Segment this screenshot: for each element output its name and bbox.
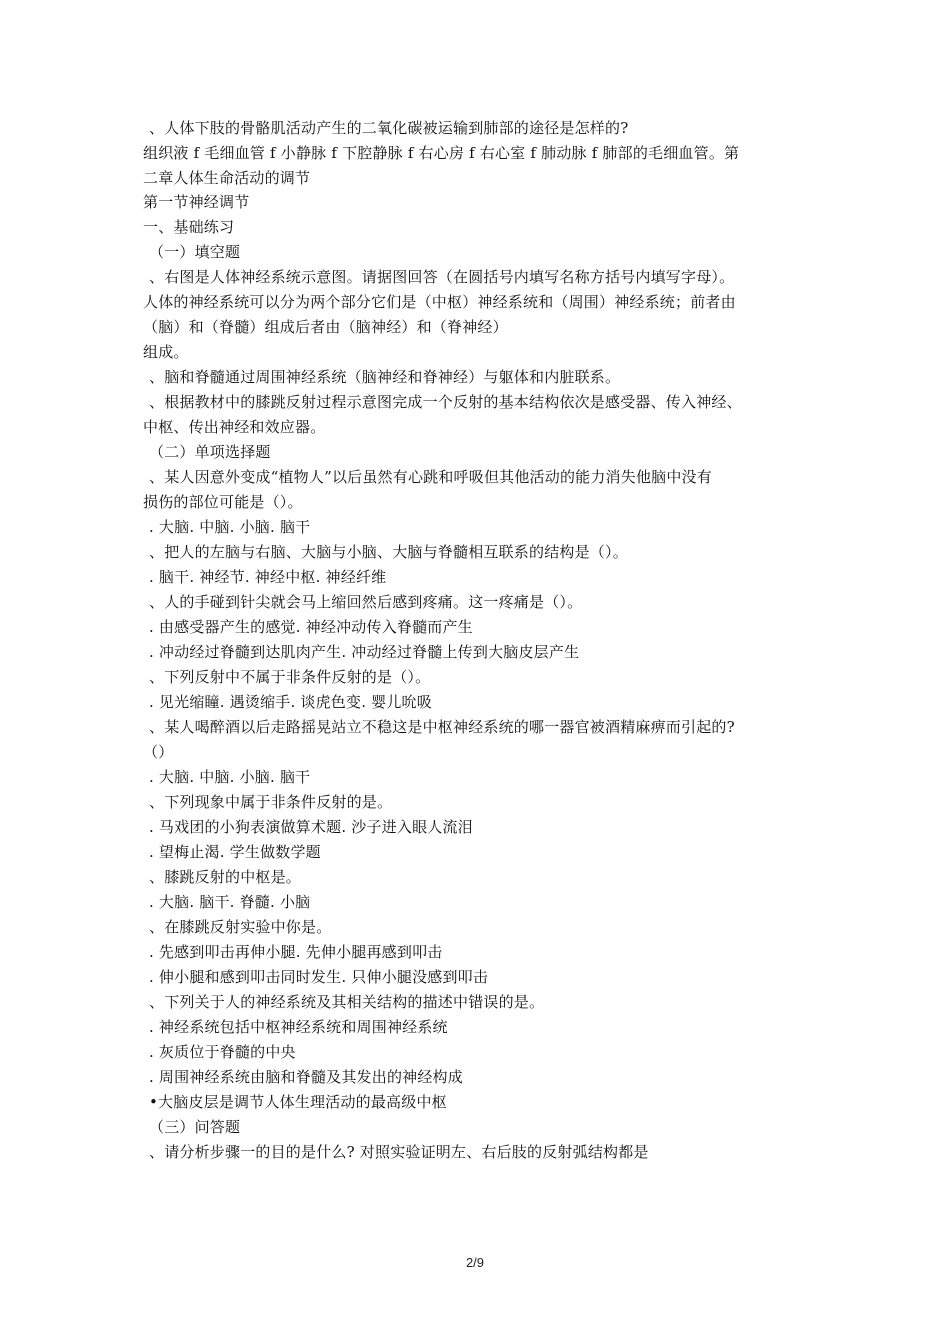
- text-line: 、人体下肢的骨骼肌活动产生的二氧化碳被运输到肺部的途径是怎样的?: [149, 119, 629, 137]
- text-line: . 冲动经过脊髓到达肌肉产生. 冲动经过脊髓上传到大脑皮层产生: [149, 643, 580, 661]
- text-line: 、把人的左脑与右脑、大脑与小脑、大脑与脊髓相互联系的结构是（）。: [149, 543, 628, 561]
- text-line: （二）单项选择题: [149, 443, 271, 461]
- text-line: . 伸小腿和感到叩击同时发生. 只伸小腿没感到叩击: [149, 968, 489, 986]
- text-line: 、某人喝醉酒以后走路摇晃站立不稳这是中枢神经系统的哪一器官被酒精麻痹而引起的?: [149, 718, 735, 736]
- text-line: （三）问答题: [149, 1118, 241, 1136]
- text-line: . 大脑. 中脑. 小脑. 脑干: [149, 518, 311, 536]
- text-line: . 脑干. 神经节. 神经中枢. 神经纤维: [149, 568, 387, 586]
- text-line: （一）填空题: [149, 243, 241, 261]
- text-line: （脑）和（脊髓）组成后者由（脑神经）和（脊神经）: [143, 318, 508, 336]
- text-line: 第一节神经调节: [143, 193, 250, 211]
- text-line: . 马戏团的小狗表演做算术题. 沙子进入眼人流泪: [149, 818, 473, 836]
- text-line: 中枢、传出神经和效应器。: [143, 418, 326, 436]
- text-line: 人体的神经系统可以分为两个部分它们是（中枢）神经系统和（周围）神经系统；前者由: [143, 293, 736, 311]
- text-line: . 神经系统包括中枢神经系统和周围神经系统: [149, 1018, 448, 1036]
- text-line: . 灰质位于脊髓的中央: [149, 1043, 296, 1061]
- text-line: 损伤的部位可能是（）。: [143, 493, 303, 511]
- text-line: . 大脑. 中脑. 小脑. 脑干: [149, 768, 311, 786]
- text-line: •大脑皮层是调节人体生理活动的最高级中枢: [149, 1093, 447, 1111]
- text-line: 、膝跳反射的中枢是。: [149, 868, 302, 886]
- text-line: . 大脑. 脑干. 脊髓. 小脑: [149, 893, 311, 911]
- text-line: 、下列关于人的神经系统及其相关结构的描述中错误的是。: [149, 993, 545, 1011]
- text-line: 、下列反射中不属于非条件反射的是（）。: [149, 668, 431, 686]
- text-line: 、脑和脊髓通过周围神经系统（脑神经和脊神经）与躯体和内脏联系。: [149, 368, 621, 386]
- text-line: 组成。: [143, 343, 189, 361]
- text-line: . 望梅止渴. 学生做数学题: [149, 843, 321, 861]
- text-line: 一、基础练习: [143, 218, 235, 236]
- text-line: . 先感到叩击再伸小腿. 先伸小腿再感到叩击: [149, 943, 443, 961]
- text-line: 、在膝跳反射实验中你是。: [149, 918, 332, 936]
- text-line: 、某人因意外变成“植物人”以后虽然有心跳和呼吸但其他活动的能力消失他脑中没有: [149, 468, 712, 486]
- text-line: . 周围神经系统由脑和脊髓及其发出的神经构成: [149, 1068, 463, 1086]
- text-line: . 由感受器产生的感觉. 神经冲动传入脊髓而产生: [149, 618, 473, 636]
- text-line: 、根据教材中的膝跳反射过程示意图完成一个反射的基本结构依次是感受器、传入神经、: [149, 393, 742, 411]
- text-line: 、右图是人体神经系统示意图。请据图回答（在圆括号内填写名称方括号内填写字母）。: [149, 268, 735, 286]
- text-line: 组织液 f 毛细血管 f 小静脉 f 下腔静脉 f 右心房 f 右心室 f 肺动脉 f 肺部的毛细血管。第: [143, 144, 740, 162]
- text-line: 、人的手碰到针尖就会马上缩回然后感到疼痛。这一疼痛是（）。: [149, 593, 583, 611]
- text-line: . 见光缩瞳. 遇烫缩手. 谈虎色变. 婴儿吮吸: [149, 693, 432, 711]
- page-number: 2/9: [465, 1255, 485, 1270]
- text-line: 、请分析步骤一的目的是什么? 对照实验证明左、右后肢的反射弧结构都是: [149, 1143, 649, 1161]
- text-line: 二章人体生命活动的调节: [143, 169, 311, 187]
- text-line: 、下列现象中属于非条件反射的是。: [149, 793, 393, 811]
- text-line: （）: [143, 743, 174, 761]
